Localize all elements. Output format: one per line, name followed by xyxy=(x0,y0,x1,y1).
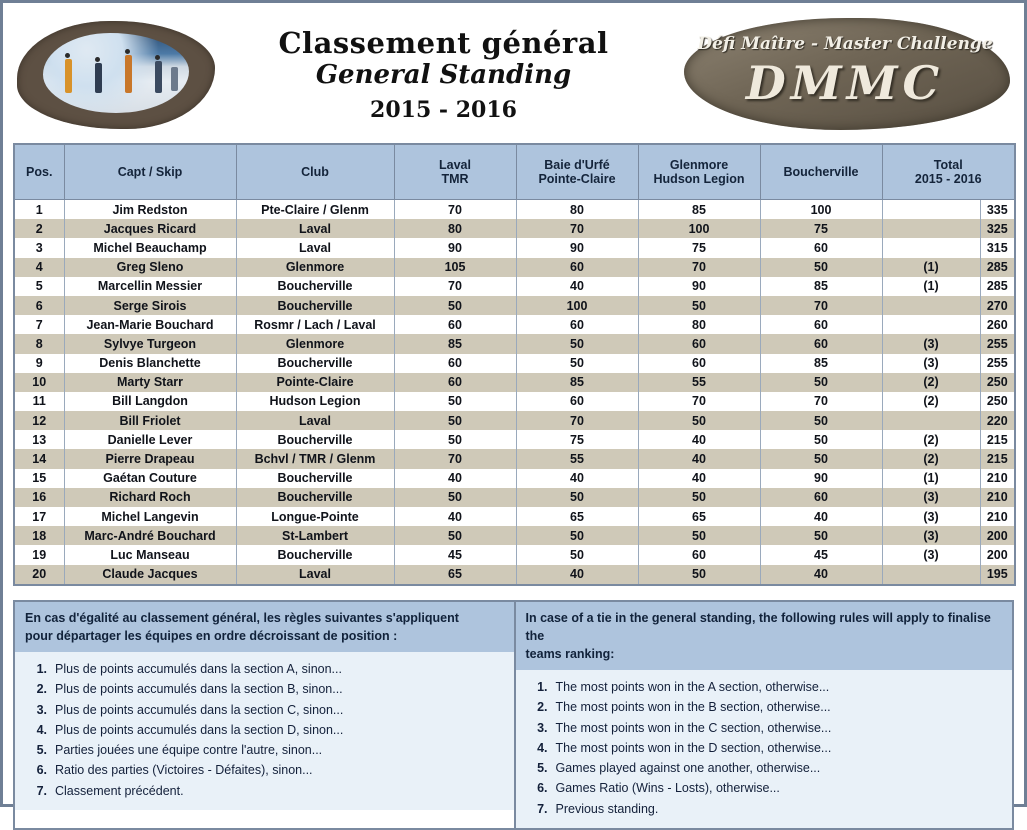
standings-body xyxy=(14,200,1015,585)
cell-penalty: (1) xyxy=(882,258,980,277)
rule-item xyxy=(526,738,1003,758)
cell-skip: Marc-André Bouchard xyxy=(64,526,236,545)
rule-text: The most points won in the D section, otherwise... xyxy=(555,740,832,755)
cell-penalty: (2) xyxy=(882,430,980,449)
cell-skip: Luc Manseau xyxy=(64,545,236,564)
cell-event-4: 40 xyxy=(760,507,882,526)
cell-position: 4 xyxy=(14,258,64,277)
cell-penalty: (3) xyxy=(882,488,980,507)
cell-position: 19 xyxy=(14,545,64,564)
cell-club: Laval xyxy=(236,411,394,430)
rule-number: 4. xyxy=(537,740,548,755)
col-header-event-4: Boucherville xyxy=(760,144,882,200)
dmmc-logo xyxy=(680,16,1010,134)
cell-event-2: 60 xyxy=(516,392,638,411)
cell-skip: Michel Beauchamp xyxy=(64,238,236,257)
cell-position: 11 xyxy=(14,392,64,411)
cell-total: 285 xyxy=(980,277,1015,296)
cell-total: 200 xyxy=(980,545,1015,564)
cell-total: 210 xyxy=(980,507,1015,526)
cell-event-2: 60 xyxy=(516,258,638,277)
rule-text: Ratio des parties (Victoires - Défaites), sinon... xyxy=(55,763,313,778)
cell-penalty xyxy=(882,200,980,220)
rule-item xyxy=(526,697,1003,717)
table-row xyxy=(14,392,1015,411)
rule-number: 5. xyxy=(537,761,548,776)
rule-item xyxy=(526,718,1003,738)
cell-penalty: (3) xyxy=(882,354,980,373)
rule-item xyxy=(526,799,1003,819)
cell-event-1: 40 xyxy=(394,469,516,488)
col-header-club: Club xyxy=(236,144,394,200)
cell-club: Boucherville xyxy=(236,277,394,296)
cell-event-3: 100 xyxy=(638,219,760,238)
table-row xyxy=(14,430,1015,449)
rule-text: Games Ratio (Wins - Losts), otherwise... xyxy=(555,781,780,796)
cell-event-4: 50 xyxy=(760,526,882,545)
cell-skip: Denis Blanchette xyxy=(64,354,236,373)
cell-position: 5 xyxy=(14,277,64,296)
cell-event-3: 50 xyxy=(638,411,760,430)
rules-english xyxy=(514,602,1013,828)
rule-number: 7. xyxy=(36,783,47,798)
table-row xyxy=(14,449,1015,468)
table-row xyxy=(14,315,1015,334)
cell-position: 15 xyxy=(14,469,64,488)
cell-penalty: (2) xyxy=(882,449,980,468)
cell-event-3: 65 xyxy=(638,507,760,526)
standings-table xyxy=(13,143,1016,586)
cell-event-4: 50 xyxy=(760,373,882,392)
rule-item xyxy=(526,758,1003,778)
table-row xyxy=(14,488,1015,507)
cell-total: 260 xyxy=(980,315,1015,334)
rule-text: Classement précédent. xyxy=(55,783,184,798)
cell-club: Bchvl / TMR / Glenm xyxy=(236,449,394,468)
cell-event-2: 80 xyxy=(516,200,638,220)
rule-text: Games played against one another, otherwise... xyxy=(555,761,821,776)
curling-scene-photo xyxy=(43,33,189,113)
cell-position: 18 xyxy=(14,526,64,545)
cell-penalty xyxy=(882,238,980,257)
cell-skip: Bill Friolet xyxy=(64,411,236,430)
cell-event-4: 50 xyxy=(760,449,882,468)
rule-text: Plus de points accumulés dans la section B, sinon... xyxy=(55,682,343,697)
cell-event-1: 90 xyxy=(394,238,516,257)
cell-skip: Serge Sirois xyxy=(64,296,236,315)
cell-event-4: 60 xyxy=(760,238,882,257)
rule-text: Plus de points accumulés dans la section A, sinon... xyxy=(55,662,342,676)
cell-event-3: 80 xyxy=(638,315,760,334)
rule-item xyxy=(25,740,504,760)
cell-penalty: (2) xyxy=(882,373,980,392)
rule-text: The most points won in the B section, otherwise... xyxy=(555,700,831,715)
rules-en-list xyxy=(516,670,1013,828)
table-row xyxy=(14,565,1015,585)
cell-event-3: 60 xyxy=(638,334,760,353)
cell-skip: Sylvye Turgeon xyxy=(64,334,236,353)
cell-penalty: (3) xyxy=(882,526,980,545)
cell-event-2: 75 xyxy=(516,430,638,449)
cell-event-2: 40 xyxy=(516,469,638,488)
cell-event-2: 60 xyxy=(516,315,638,334)
cell-event-4: 75 xyxy=(760,219,882,238)
rule-item xyxy=(25,659,504,679)
cell-total: 215 xyxy=(980,449,1015,468)
cell-event-3: 50 xyxy=(638,488,760,507)
rule-text: Plus de points accumulés dans la section D, sinon... xyxy=(55,722,344,737)
cell-event-3: 55 xyxy=(638,373,760,392)
cell-event-4: 50 xyxy=(760,430,882,449)
standings-table-wrap xyxy=(3,143,1024,586)
rule-text: The most points won in the A section, otherwise... xyxy=(555,680,830,695)
cell-event-1: 105 xyxy=(394,258,516,277)
cell-position: 20 xyxy=(14,565,64,585)
table-row xyxy=(14,238,1015,257)
cell-club: Rosmr / Lach / Laval xyxy=(236,315,394,334)
rule-number: 2. xyxy=(537,700,548,715)
tiebreak-rules xyxy=(13,600,1014,830)
rule-item xyxy=(25,720,504,740)
cell-total: 200 xyxy=(980,526,1015,545)
cell-club: St-Lambert xyxy=(236,526,394,545)
cell-position: 13 xyxy=(14,430,64,449)
col-header-pos: Pos. xyxy=(14,144,64,200)
cell-event-2: 70 xyxy=(516,219,638,238)
cell-position: 17 xyxy=(14,507,64,526)
cell-event-2: 50 xyxy=(516,545,638,564)
cell-club: Boucherville xyxy=(236,430,394,449)
cell-event-1: 70 xyxy=(394,277,516,296)
rule-number: 6. xyxy=(36,763,47,778)
cell-event-4: 45 xyxy=(760,545,882,564)
cell-event-4: 60 xyxy=(760,488,882,507)
cell-event-3: 70 xyxy=(638,392,760,411)
cell-position: 6 xyxy=(14,296,64,315)
title-fr: Classement général xyxy=(278,26,609,61)
cell-skip: Marty Starr xyxy=(64,373,236,392)
cell-event-3: 40 xyxy=(638,449,760,468)
table-row xyxy=(14,354,1015,373)
curling-photo-logo xyxy=(17,17,217,133)
rule-number: 1. xyxy=(36,662,47,676)
cell-event-1: 65 xyxy=(394,565,516,585)
rule-number: 1. xyxy=(537,680,548,695)
rule-text: The most points won in the C section, otherwise... xyxy=(555,720,832,735)
cell-event-4: 40 xyxy=(760,565,882,585)
cell-club: Laval xyxy=(236,238,394,257)
title-en: General Standing xyxy=(315,59,572,90)
table-row xyxy=(14,258,1015,277)
cell-total: 250 xyxy=(980,392,1015,411)
cell-event-1: 70 xyxy=(394,200,516,220)
cell-skip: Richard Roch xyxy=(64,488,236,507)
cell-event-1: 50 xyxy=(394,296,516,315)
cell-event-3: 50 xyxy=(638,565,760,585)
cell-event-4: 50 xyxy=(760,258,882,277)
cell-penalty xyxy=(882,565,980,585)
cell-club: Glenmore xyxy=(236,258,394,277)
season-label: 2015 - 2016 xyxy=(370,96,517,123)
cell-total: 210 xyxy=(980,488,1015,507)
rule-item xyxy=(25,700,504,720)
rule-number: 6. xyxy=(537,781,548,796)
cell-event-1: 40 xyxy=(394,507,516,526)
cell-event-3: 40 xyxy=(638,469,760,488)
cell-position: 16 xyxy=(14,488,64,507)
rule-number: 3. xyxy=(537,720,548,735)
cell-event-1: 50 xyxy=(394,430,516,449)
cell-event-4: 85 xyxy=(760,354,882,373)
cell-total: 270 xyxy=(980,296,1015,315)
cell-club: Pointe-Claire xyxy=(236,373,394,392)
col-header-event-2: Baie d'Urfé Pointe-Claire xyxy=(516,144,638,200)
cell-event-4: 60 xyxy=(760,315,882,334)
cell-event-2: 85 xyxy=(516,373,638,392)
cell-event-2: 50 xyxy=(516,354,638,373)
cell-event-1: 80 xyxy=(394,219,516,238)
cell-event-2: 90 xyxy=(516,238,638,257)
rule-text: Previous standing. xyxy=(555,801,659,816)
cell-club: Laval xyxy=(236,219,394,238)
rule-text: Parties jouées une équipe contre l'autre, sinon... xyxy=(55,743,323,757)
cell-event-3: 90 xyxy=(638,277,760,296)
cell-event-1: 45 xyxy=(394,545,516,564)
cell-event-2: 50 xyxy=(516,526,638,545)
cell-event-3: 40 xyxy=(638,430,760,449)
cell-club: Boucherville xyxy=(236,354,394,373)
cell-event-1: 50 xyxy=(394,526,516,545)
title-block xyxy=(207,27,680,123)
cell-position: 9 xyxy=(14,354,64,373)
cell-penalty: (3) xyxy=(882,545,980,564)
cell-event-3: 70 xyxy=(638,258,760,277)
cell-penalty xyxy=(882,296,980,315)
cell-club: Boucherville xyxy=(236,488,394,507)
cell-event-1: 70 xyxy=(394,449,516,468)
table-row xyxy=(14,545,1015,564)
cell-event-3: 60 xyxy=(638,354,760,373)
cell-event-4: 85 xyxy=(760,277,882,296)
cell-skip: Bill Langdon xyxy=(64,392,236,411)
rule-item xyxy=(526,778,1003,798)
cell-skip: Danielle Lever xyxy=(64,430,236,449)
rules-fr-heading: En cas d'égalité au classement général, les règles suivantes s'appliquent pour départager les équipes en ordre décroissant de position : xyxy=(15,602,514,652)
cell-total: 285 xyxy=(980,258,1015,277)
document-header xyxy=(3,3,1024,143)
cell-penalty: (1) xyxy=(882,469,980,488)
rule-item xyxy=(25,781,504,801)
cell-event-3: 50 xyxy=(638,526,760,545)
cell-total: 195 xyxy=(980,565,1015,585)
table-row xyxy=(14,219,1015,238)
cell-skip: Jean-Marie Bouchard xyxy=(64,315,236,334)
cell-total: 325 xyxy=(980,219,1015,238)
rule-text: Plus de points accumulés dans la section C, sinon... xyxy=(55,702,344,717)
cell-event-1: 50 xyxy=(394,411,516,430)
cell-club: Pte-Claire / Glenm xyxy=(236,200,394,220)
cell-position: 14 xyxy=(14,449,64,468)
rule-number: 7. xyxy=(537,801,548,816)
col-header-total: Total 2015 - 2016 xyxy=(882,144,1015,200)
cell-event-1: 60 xyxy=(394,354,516,373)
cell-event-2: 100 xyxy=(516,296,638,315)
cell-position: 2 xyxy=(14,219,64,238)
table-row xyxy=(14,507,1015,526)
cell-event-4: 50 xyxy=(760,411,882,430)
cell-club: Glenmore xyxy=(236,334,394,353)
cell-event-2: 50 xyxy=(516,334,638,353)
cell-penalty: (1) xyxy=(882,277,980,296)
cell-club: Laval xyxy=(236,565,394,585)
cell-penalty xyxy=(882,411,980,430)
cell-skip: Marcellin Messier xyxy=(64,277,236,296)
cell-penalty xyxy=(882,219,980,238)
cell-total: 210 xyxy=(980,469,1015,488)
cell-position: 10 xyxy=(14,373,64,392)
cell-event-1: 60 xyxy=(394,373,516,392)
rule-number: 2. xyxy=(36,682,47,697)
cell-penalty xyxy=(882,315,980,334)
cell-penalty: (3) xyxy=(882,507,980,526)
table-row xyxy=(14,373,1015,392)
table-row xyxy=(14,200,1015,220)
cell-event-3: 85 xyxy=(638,200,760,220)
cell-position: 3 xyxy=(14,238,64,257)
cell-event-1: 50 xyxy=(394,392,516,411)
cell-total: 315 xyxy=(980,238,1015,257)
rule-item xyxy=(25,760,504,780)
cell-skip: Greg Sleno xyxy=(64,258,236,277)
cell-event-1: 85 xyxy=(394,334,516,353)
cell-event-2: 65 xyxy=(516,507,638,526)
col-header-event-1: Laval TMR xyxy=(394,144,516,200)
dmmc-acronym: DMMC xyxy=(745,56,945,110)
cell-event-2: 40 xyxy=(516,277,638,296)
cell-total: 255 xyxy=(980,334,1015,353)
cell-total: 250 xyxy=(980,373,1015,392)
cell-event-2: 70 xyxy=(516,411,638,430)
cell-event-4: 100 xyxy=(760,200,882,220)
cell-skip: Pierre Drapeau xyxy=(64,449,236,468)
table-row xyxy=(14,296,1015,315)
table-row xyxy=(14,469,1015,488)
cell-event-4: 60 xyxy=(760,334,882,353)
cell-club: Longue-Pointe xyxy=(236,507,394,526)
rule-item xyxy=(526,677,1003,697)
cell-skip: Jacques Ricard xyxy=(64,219,236,238)
cell-position: 1 xyxy=(14,200,64,220)
cell-skip: Gaétan Couture xyxy=(64,469,236,488)
rules-french xyxy=(15,602,514,828)
cell-penalty: (3) xyxy=(882,334,980,353)
rules-fr-list xyxy=(15,652,514,810)
cell-event-3: 75 xyxy=(638,238,760,257)
cell-skip: Michel Langevin xyxy=(64,507,236,526)
cell-total: 215 xyxy=(980,430,1015,449)
table-header-row xyxy=(14,144,1015,200)
dmmc-subtitle: Défi Maître - Master Challenge xyxy=(697,34,993,54)
cell-event-1: 50 xyxy=(394,488,516,507)
cell-position: 12 xyxy=(14,411,64,430)
table-row xyxy=(14,334,1015,353)
cell-penalty: (2) xyxy=(882,392,980,411)
table-row xyxy=(14,526,1015,545)
cell-skip: Jim Redston xyxy=(64,200,236,220)
col-header-skip: Capt / Skip xyxy=(64,144,236,200)
cell-total: 255 xyxy=(980,354,1015,373)
cell-event-3: 50 xyxy=(638,296,760,315)
cell-event-4: 70 xyxy=(760,296,882,315)
cell-club: Hudson Legion xyxy=(236,392,394,411)
cell-total: 335 xyxy=(980,200,1015,220)
table-row xyxy=(14,277,1015,296)
cell-skip: Claude Jacques xyxy=(64,565,236,585)
cell-position: 7 xyxy=(14,315,64,334)
cell-club: Boucherville xyxy=(236,296,394,315)
cell-event-3: 60 xyxy=(638,545,760,564)
rule-number: 5. xyxy=(36,743,47,757)
cell-club: Boucherville xyxy=(236,545,394,564)
cell-event-2: 50 xyxy=(516,488,638,507)
cell-event-2: 40 xyxy=(516,565,638,585)
table-row xyxy=(14,411,1015,430)
cell-position: 8 xyxy=(14,334,64,353)
rule-item xyxy=(25,679,504,699)
rules-en-heading: In case of a tie in the general standing, the following rules will apply to finalise the teams ranking: xyxy=(516,602,1013,670)
cell-event-4: 90 xyxy=(760,469,882,488)
cell-club: Boucherville xyxy=(236,469,394,488)
cell-event-2: 55 xyxy=(516,449,638,468)
rule-number: 4. xyxy=(36,722,47,737)
cell-event-1: 60 xyxy=(394,315,516,334)
cell-event-4: 70 xyxy=(760,392,882,411)
rule-number: 3. xyxy=(36,702,47,717)
col-header-event-3: Glenmore Hudson Legion xyxy=(638,144,760,200)
cell-total: 220 xyxy=(980,411,1015,430)
